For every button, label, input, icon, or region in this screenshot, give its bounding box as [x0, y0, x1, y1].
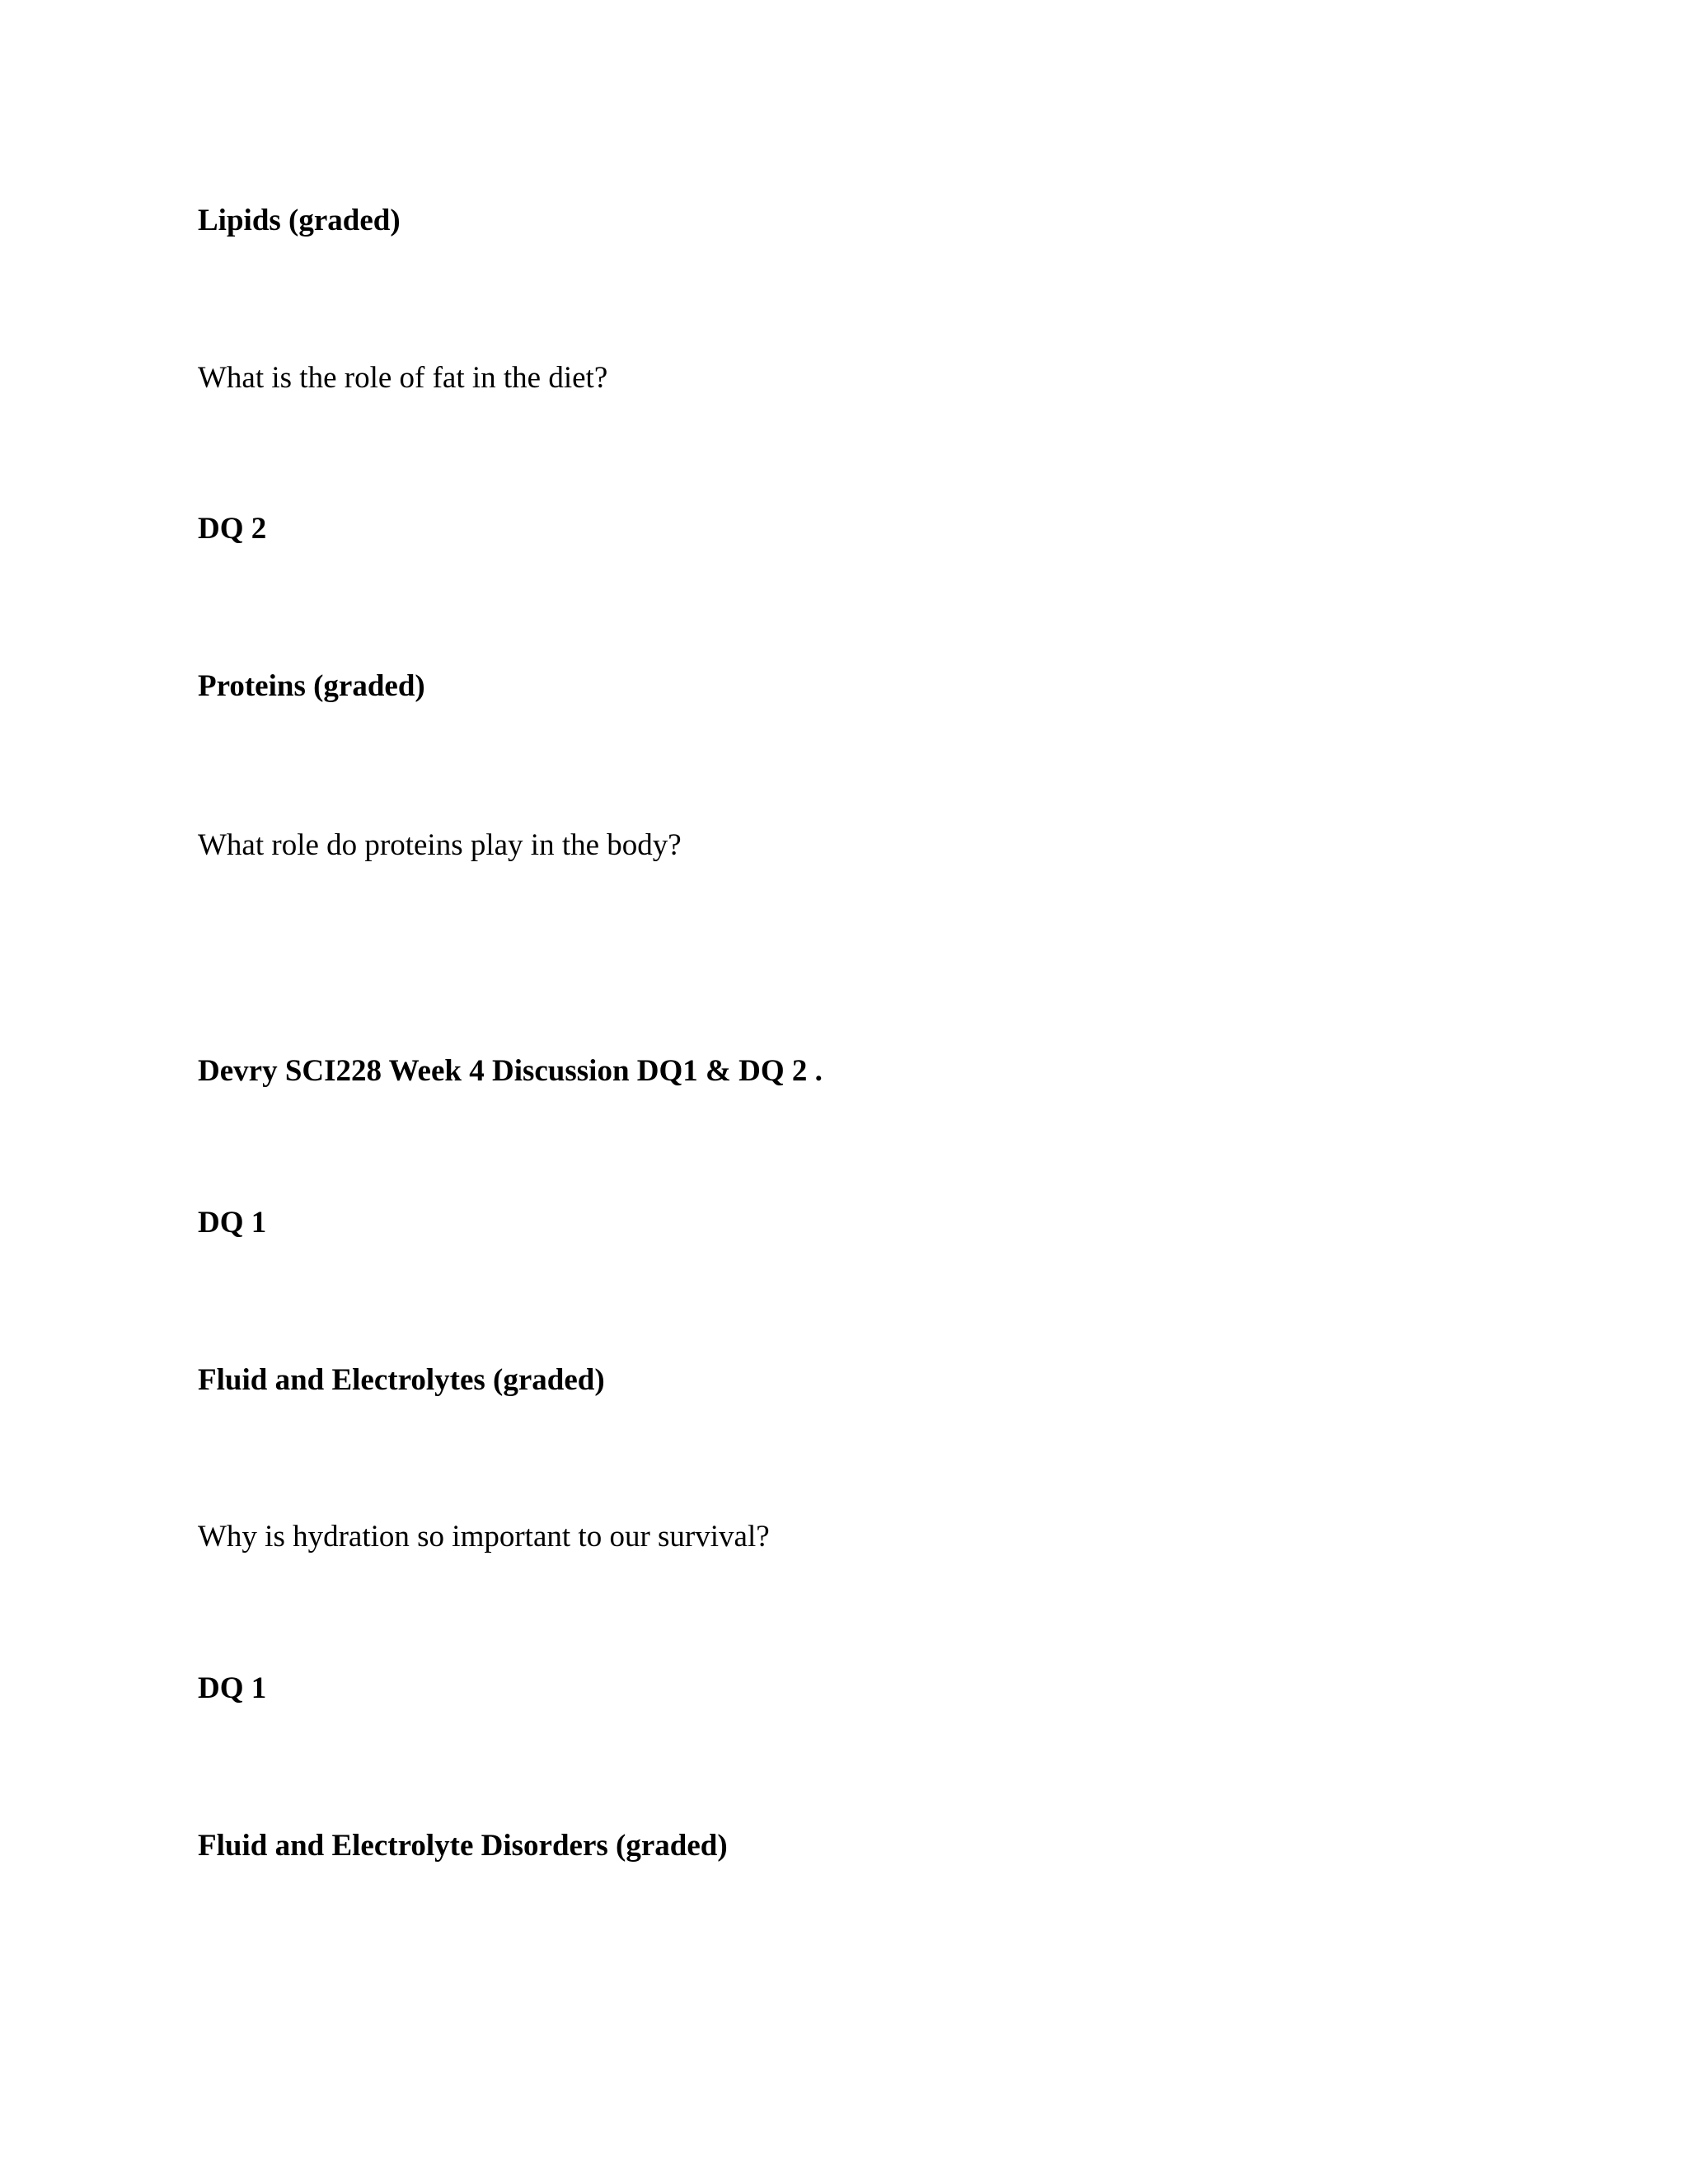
heading-lipids: Lipids (graded)	[198, 204, 401, 237]
heading-fluid-electrolytes: Fluid and Electrolytes (graded)	[198, 1363, 605, 1397]
question-hydration: Why is hydration so important to our survival?	[198, 1520, 770, 1554]
label-dq2: DQ 2	[198, 512, 267, 546]
section-title-week4: Devry SCI228 Week 4 Discussion DQ1 & DQ 2 .	[198, 1054, 823, 1088]
question-fat-role: What is the role of fat in the diet?	[198, 361, 608, 395]
heading-fluid-electrolyte-disorders: Fluid and Electrolyte Disorders (graded)	[198, 1829, 728, 1863]
label-dq1-second: DQ 1	[198, 1671, 267, 1705]
heading-proteins: Proteins (graded)	[198, 669, 425, 703]
question-proteins-role: What role do proteins play in the body?	[198, 828, 682, 862]
label-dq1: DQ 1	[198, 1206, 267, 1240]
